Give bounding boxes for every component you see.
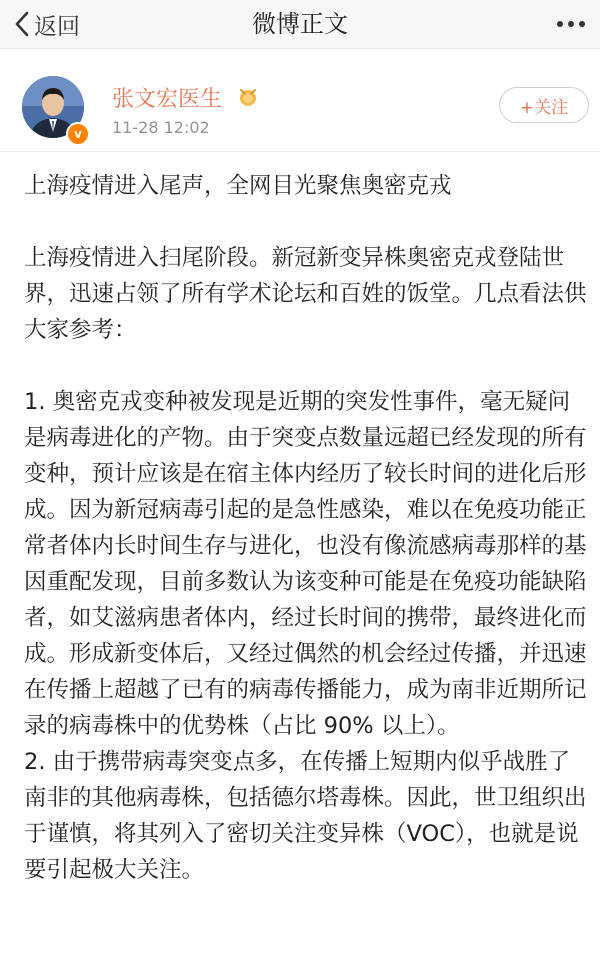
divider [0, 151, 600, 152]
follow-button[interactable]: +关注 [499, 87, 589, 123]
post-content [24, 168, 590, 888]
author-header [0, 49, 600, 149]
author-name[interactable]: 张文宏医生 [112, 87, 223, 112]
more-dots-icon [556, 20, 586, 28]
more-options-button[interactable] [556, 10, 586, 38]
post-timestamp: 11-28 12:02 [112, 118, 210, 137]
post-point-1: 1. 奥密克戎变种被发现是近期的突发性事件，毫无疑问是病毒进化的产物。由于突变点数量远超已经发现的所有变种，预计应该是在宿主体内经历了较长时间的进化后形成。因为新冠病毒引起的是急性感染，难以在免疫功能正常者体内长时间生存与进化，也没有像流感病毒那样的基因重配发现，目前多数认为该变种可能是在免疫功能缺陷者，如艾滋病患者体内，经过长时间的携带，最终进化而成。形成新变体后，又经过偶然的机会经过传播，并迅速在传播上超越了已有的病毒传播能力，成为南非近期所记录的病毒株中的优势株（占比 90% 以上）。 [24, 389, 587, 739]
page-title: 微博正文 [252, 10, 348, 38]
post-title: 上海疫情进入尾声，全网目光聚焦奥密克戎 [24, 173, 452, 199]
verified-badge: v [66, 122, 90, 146]
nav-bar [0, 0, 600, 49]
back-button[interactable] [14, 6, 80, 42]
paragraph-gap [24, 348, 590, 384]
paragraph-gap [24, 204, 590, 240]
post-paragraph-intro: 上海疫情进入扫尾阶段。新冠新变异株奥密克戎登陆世界，迅速占领了所有学术论坛和百姓的饭堂。几点看法供大家参考： [24, 245, 587, 343]
chevron-left-icon [14, 11, 30, 37]
back-label: 返回 [34, 13, 80, 40]
post-point-2: 2. 由于携带病毒突变点多，在传播上短期内似乎战胜了南非的其他病毒株，包括德尔塔毒株。因此，世卫组织出于谨慎，将其列入了密切关注变异株（VOC），也就是说要引起极大关注。 [24, 749, 587, 883]
medal-icon [237, 87, 259, 107]
